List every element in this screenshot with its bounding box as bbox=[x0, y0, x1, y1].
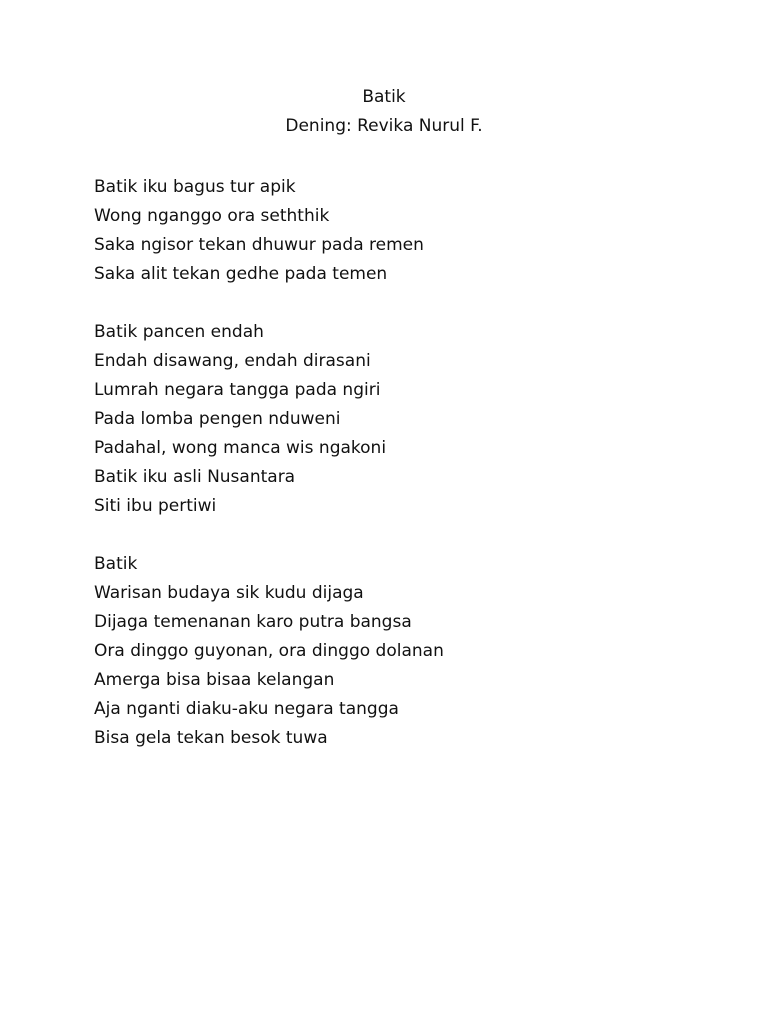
author-line: Dening: Revika Nurul F. bbox=[285, 116, 483, 136]
poem-line: Bisa gela tekan besok tuwa bbox=[94, 728, 328, 748]
poem-line: Aja nganti diaku-aku negara tangga bbox=[94, 699, 399, 719]
stanza-3 bbox=[94, 550, 694, 753]
poem-line: Batik iku asli Nusantara bbox=[94, 467, 296, 487]
poem-line: Amerga bisa bisaa kelangan bbox=[94, 670, 335, 690]
poem-line: Warisan budaya sik kudu dijaga bbox=[94, 583, 364, 603]
poem-line: Lumrah negara tangga pada ngiri bbox=[94, 380, 381, 400]
poem-line: Dijaga temenanan karo putra bangsa bbox=[94, 612, 412, 632]
poem-line: Endah disawang, endah dirasani bbox=[94, 351, 371, 371]
stanza-1 bbox=[94, 173, 694, 289]
poem-line: Pada lomba pengen nduweni bbox=[94, 409, 341, 429]
poem-line: Siti ibu pertiwi bbox=[94, 496, 217, 516]
poem-line: Padahal, wong manca wis ngakoni bbox=[94, 438, 387, 458]
poem-line: Saka alit tekan gedhe pada temen bbox=[94, 264, 388, 284]
poem-line: Ora dinggo guyonan, ora dinggo dolanan bbox=[94, 641, 444, 661]
poem-line: Batik bbox=[94, 554, 138, 574]
poem-title: Batik bbox=[362, 87, 406, 107]
poem-line: Batik iku bagus tur apik bbox=[94, 177, 296, 197]
poem-line: Batik pancen endah bbox=[94, 322, 264, 342]
poem-body bbox=[94, 173, 694, 782]
poem-line: Saka ngisor tekan dhuwur pada remen bbox=[94, 235, 424, 255]
poem-line: Wong nganggo ora seththik bbox=[94, 206, 330, 226]
stanza-2 bbox=[94, 318, 694, 521]
